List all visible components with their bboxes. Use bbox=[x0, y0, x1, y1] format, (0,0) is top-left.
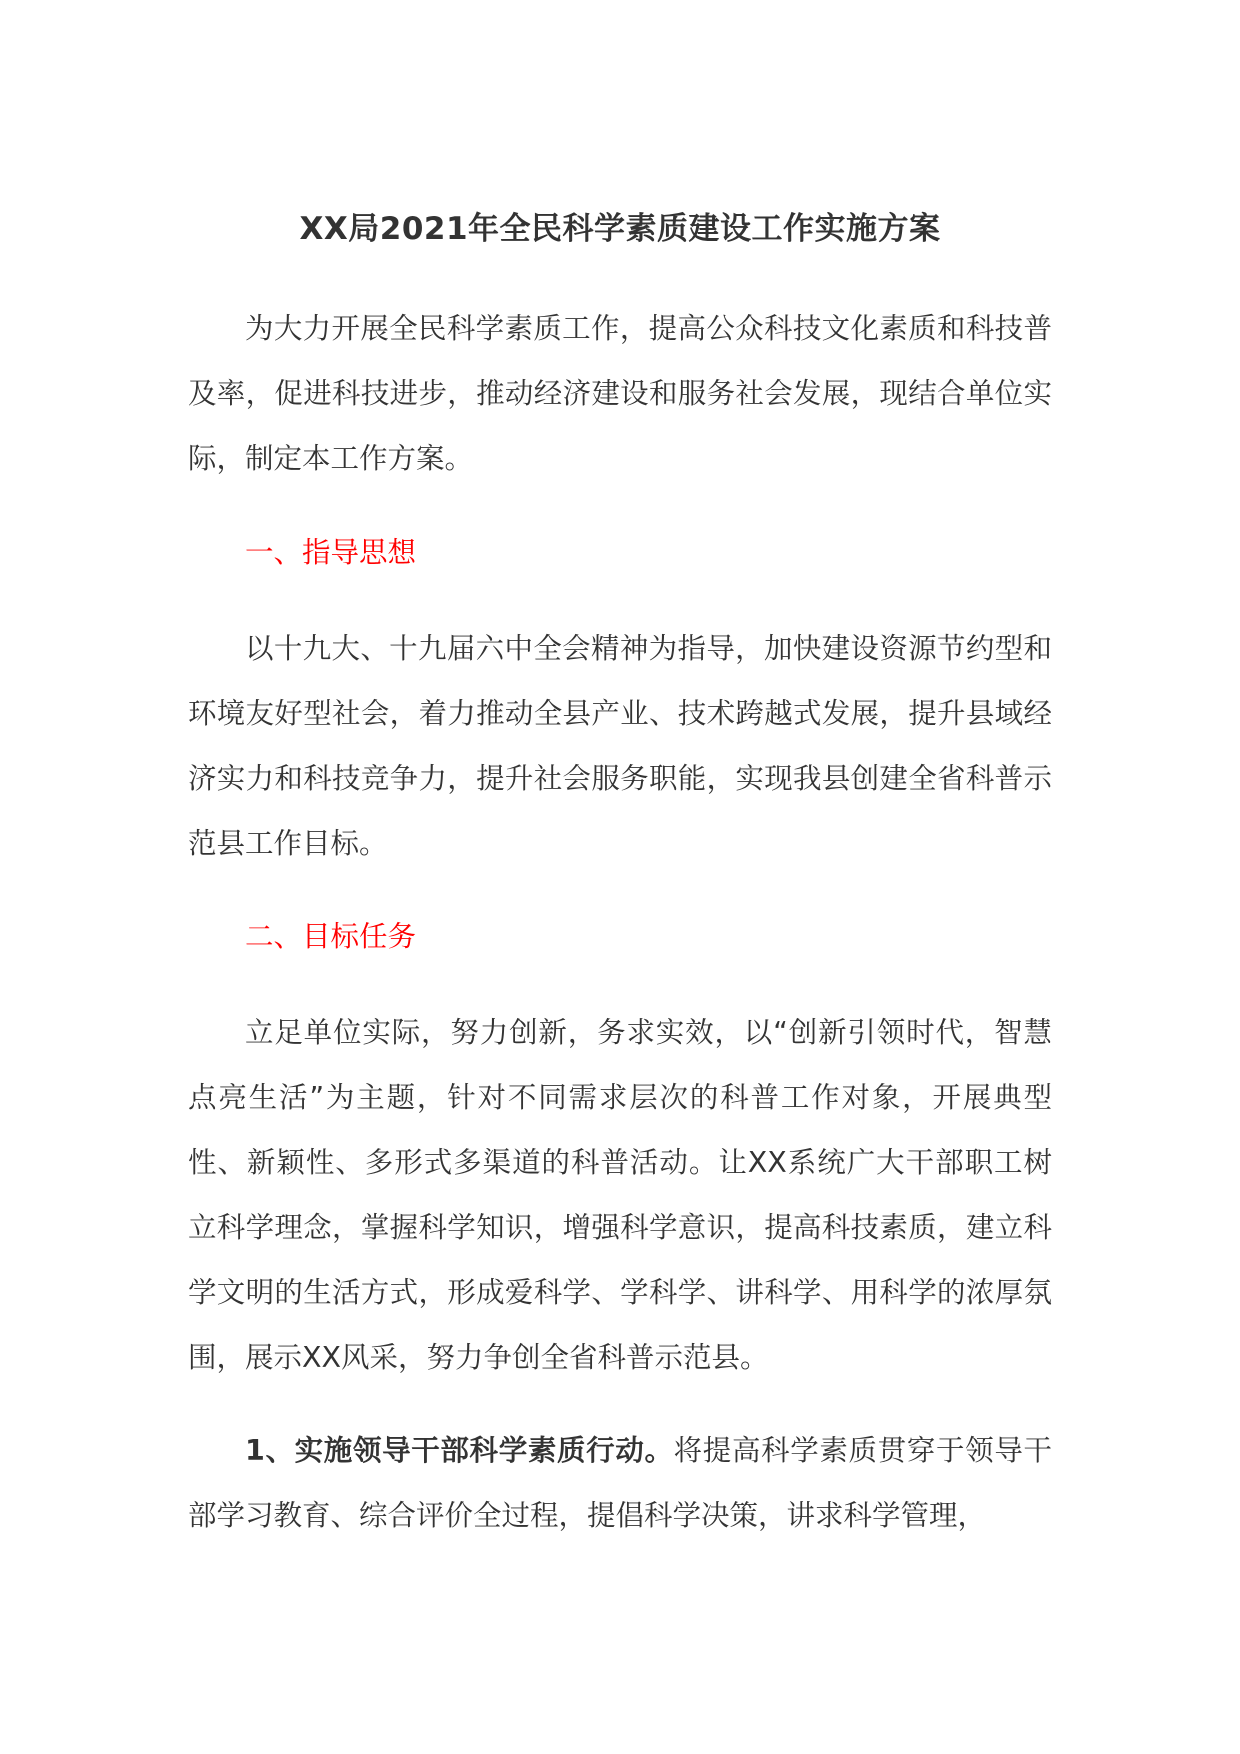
document-title: XX局2021年全民科学素质建设工作实施方案 bbox=[299, 211, 941, 247]
guiding-thought-paragraph: 以十九大、十九届六中全会精神为指导，加快建设资源节约型和环境友好型社会，着力推动全县产业、技术跨越式发展，提升县域经济实力和科技竞争力，提升社会服务职能，实现我县创建全省科普示范县工作目标。 bbox=[188, 632, 1052, 860]
section-heading-guiding-thought: 一、指导思想 bbox=[245, 536, 417, 569]
section-heading-goals-tasks: 二、目标任务 bbox=[245, 920, 417, 953]
goals-tasks-paragraph: 立足单位实际，努力创新，务求实效，以“创新引领时代，智慧点亮生活”为主题，针对不同需求层次的科普工作对象，开展典型性、新颖性、多形式多渠道的科普活动。让XX系统广大干部职工树立科学理念，掌握科学知识，增强科学意识，提高科技素质，建立科学文明的生活方式，形成爱科学、学科学、讲科学、用科学的浓厚氛围，展示XX风采，努力争创全省科普示范县。 bbox=[188, 1016, 1052, 1374]
intro-paragraph: 为大力开展全民科学素质工作，提高公众科技文化素质和科技普及率，促进科技进步，推动经济建设和服务社会发展，现结合单位实际，制定本工作方案。 bbox=[188, 312, 1052, 475]
item-1-body: 将提高科学素质贯穿于领导干部学习教育、综合评价全过程，提倡科学决策，讲求科学管理， bbox=[188, 1434, 1052, 1532]
item-1-lead: 1、实施领导干部科学素质行动。 bbox=[245, 1434, 674, 1467]
item-1-paragraph bbox=[188, 1418, 1052, 1548]
